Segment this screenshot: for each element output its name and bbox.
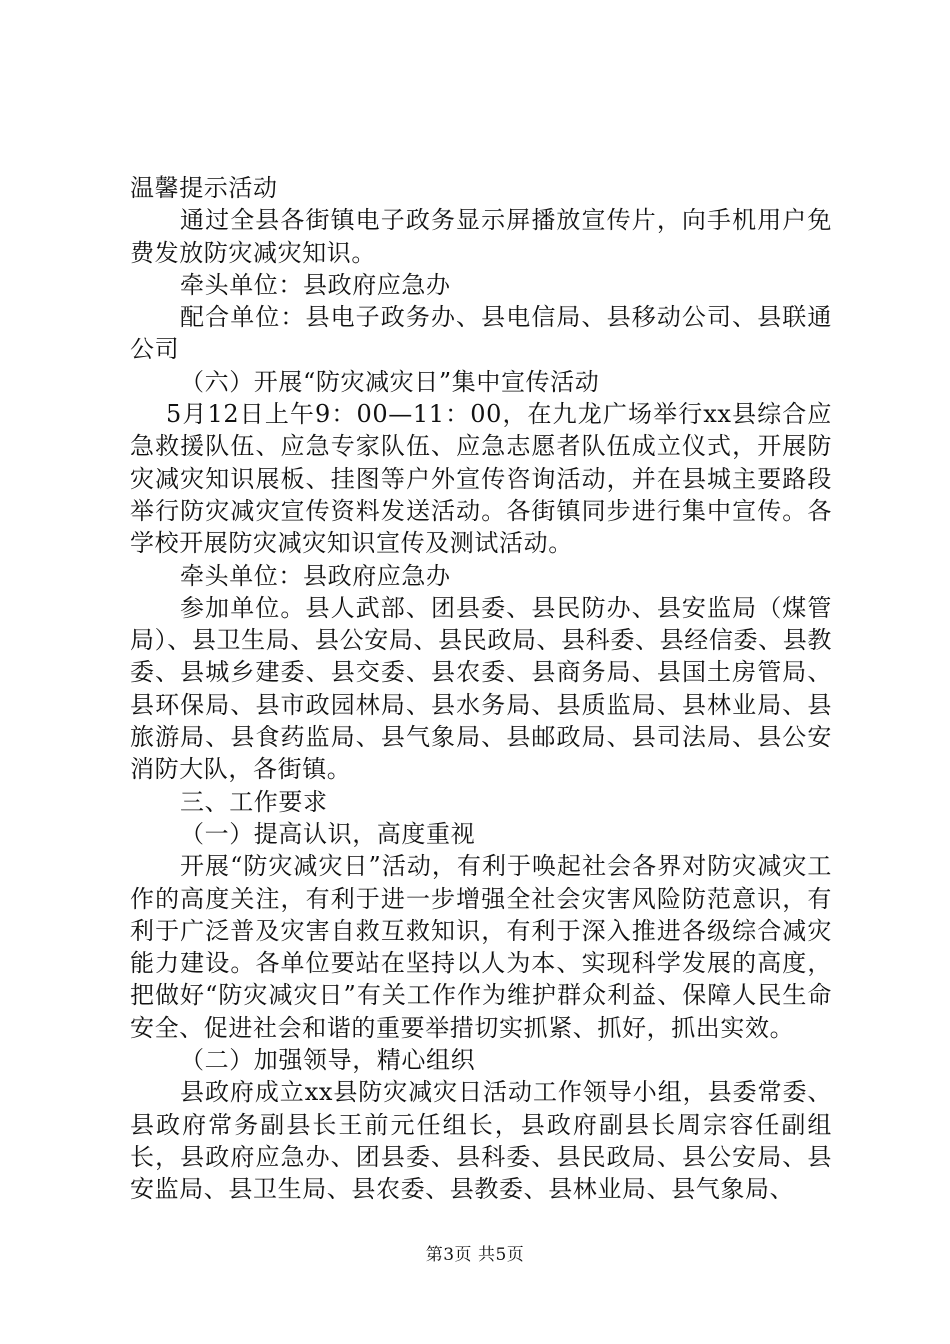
document-body bbox=[130, 172, 832, 1206]
section-heading-6: （六）开展“防灾减灾日”集中宣传活动 bbox=[180, 367, 600, 396]
paragraph-body: 5月12日上午9：00—11：00，在九龙广场举行xx县综合应急救援队伍、应急专家队伍、应急志愿者队伍成立仪式，开展防灾减灾知识展板、挂图等户外宣传咨询活动，并在县城主要路段举行防灾减灾宣传资料发送活动。各街镇同步进行集中宣传。各学校开展防灾减灾知识宣传及测试活动。 bbox=[130, 400, 832, 558]
subsection-heading-2: （二）加强领导，精心组织 bbox=[180, 1046, 476, 1075]
paragraph-body: 通过全县各街镇电子政务显示屏播放宣传片，向手机用户免费发放防灾减灾知识。 bbox=[130, 206, 832, 267]
paragraph-body: 县政府成立xx县防灾减灾日活动工作领导小组，县委常委、县政府常务副县长王前元任组长，县政府副县长周宗容任副组长，县政府应急办、团县委、县科委、县民政局、县公安局、县安监局、县卫生局、县农委、县教委、县林业局、县气象局、 bbox=[130, 1078, 832, 1204]
page-number-footer: 第3页 共5页 bbox=[425, 1245, 525, 1265]
paragraph-lead-unit: 牵头单位：县政府应急办 bbox=[180, 561, 451, 590]
subsection-heading-1: （一）提高认识，高度重视 bbox=[180, 819, 476, 848]
section-heading-requirements: 三、工作要求 bbox=[180, 787, 328, 816]
paragraph-lead-unit: 牵头单位：县政府应急办 bbox=[180, 270, 451, 299]
paragraph-participating-units: 参加单位。县人武部、团县委、县民防办、县安监局（煤管局）、县卫生局、县公安局、县民政局、县科委、县经信委、县教委、县城乡建委、县交委、县农委、县商务局、县国土房管局、县环保局、县市政园林局、县水务局、县质监局、县林业局、县旅游局、县食药监局、县气象局、县邮政局、县司法局、县公安消防大队，各街镇。 bbox=[130, 593, 832, 784]
paragraph-body: 开展“防灾减灾日”活动，有利于唤起社会各界对防灾减灾工作的高度关注，有利于进一步增强全社会灾害风险防范意识，有利于广泛普及灾害自救互救知识，有利于深入推进各级综合减灾能力建设。各单位要站在坚持以人为本、实现科学发展的高度，把做好“防灾减灾日”有关工作作为维护群众利益、保障人民生命安全、促进社会和谐的重要举措切实抓紧、抓好，抓出实效。 bbox=[130, 852, 832, 1042]
paragraph-continuation: 温馨提示活动 bbox=[130, 174, 278, 202]
paragraph-cooperating-units: 配合单位：县电子政务办、县电信局、县移动公司、县联通公司 bbox=[130, 303, 832, 364]
